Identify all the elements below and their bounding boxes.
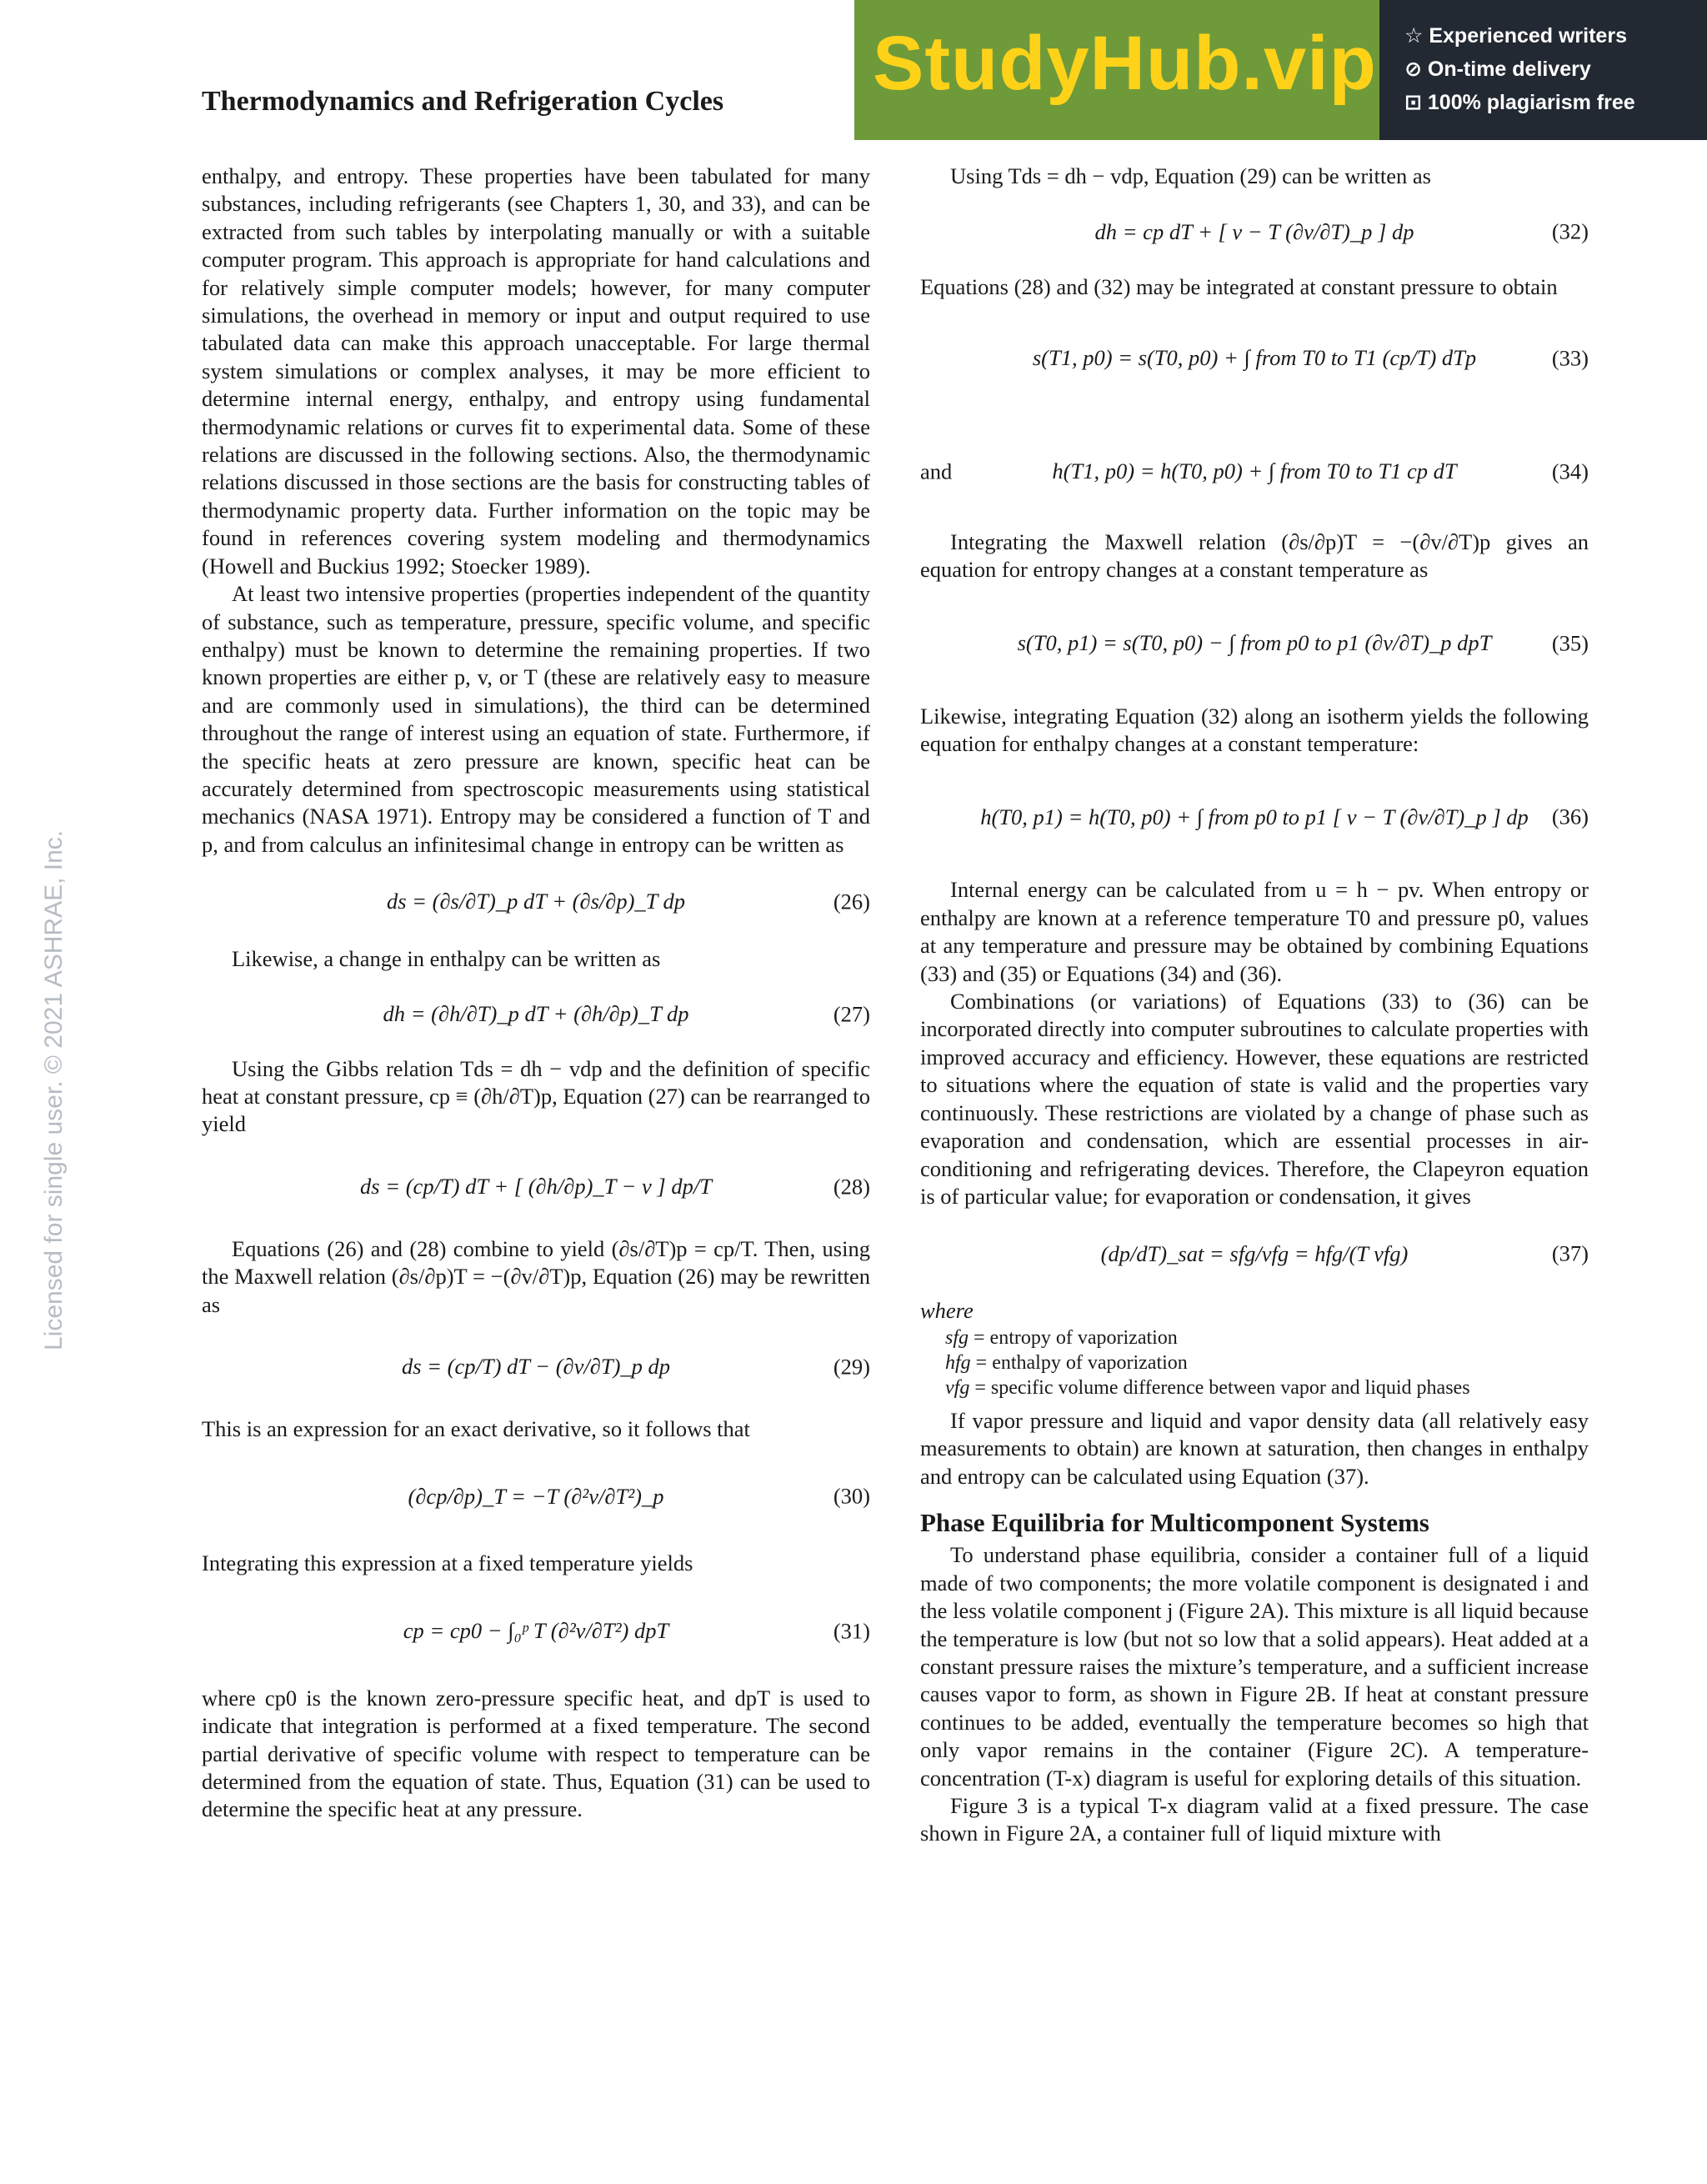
where-label: where <box>920 1298 974 1324</box>
running-header-title: Thermodynamics and Refrigeration Cycles <box>202 86 724 117</box>
equation-30 <box>202 1443 870 1550</box>
paragraph: This is an expression for an exact derivative, so it follows that <box>202 1416 750 1441</box>
paragraph: Figure 3 is a typical T-x diagram valid at a fixed pressure. The case shown in Figure 2A, a container full of liquid mixture with <box>920 1793 1589 1846</box>
section-heading: Phase Equilibria for Multicomponent Systems <box>920 1507 1429 1537</box>
equation-31 <box>202 1578 870 1685</box>
symbol: hfg <box>945 1351 971 1374</box>
equation-body: h(T1, p0) = h(T0, p0) + ∫ from T0 to T1 cp dT <box>1052 458 1457 484</box>
paragraph: Using the Gibbs relation Tds = dh − vdp and the definition of specific heat at constant pressure, cp ≡ (∂h/∂T)p, Equation (27) can be rearranged to yield <box>202 1055 870 1137</box>
equation-body: ds = (cp/T) dT + [ (∂h/∂p)_T − v ] dp/T <box>360 1174 712 1200</box>
symbol: vfg <box>945 1376 970 1399</box>
equation-number: (30) <box>833 1483 870 1509</box>
symbol-definition <box>920 1375 1589 1400</box>
equation-26 <box>202 859 870 945</box>
paragraph: Integrating this expression at a fixed temperature yields <box>202 1550 693 1576</box>
banner-feature-plagiarism: ⊡ 100% plagiarism free <box>1404 91 1635 114</box>
equation-body: ds = (∂s/∂T)_p dT + (∂s/∂p)_T dp <box>386 889 686 914</box>
equation-29 <box>202 1319 870 1415</box>
equation-27 <box>202 974 870 1055</box>
paragraph: Likewise, a change in enthalpy can be written as <box>232 946 661 972</box>
symbol-definition <box>920 1325 1589 1350</box>
and-label: and <box>920 458 953 484</box>
symbol-definition <box>920 1350 1589 1375</box>
paragraph: To understand phase equilibria, consider a container full of a liquid made of two components; the more volatile component is designated i and the less volatile component j (Figure 2A). This mixture is all liquid because the temperature is low (but not so low that a solid appears). Heat added at a constant pressure raises the mixture’s temperature, and a sufficient increase causes vapor to form, as shown in Figure 2B. If heat at constant pressure continues to be added, eventually the temperature becomes so high that only vapor remains in the container (Figure 2C). A temperature-concentration (T-x) diagram is useful for exploring details of this situation. <box>920 1542 1589 1791</box>
paragraph: Combinations (or variations) of Equations (33) to (36) can be incorporated directly into computer subroutines to calculate properties with improved accuracy and efficiency. However, these equations are restricted to situations where the equation of state is valid and the properties vary continuously. These restrictions are violated by a change of phase such as evaporation and condensation, which are essential processes in air-conditioning and refrigerating devices. Therefore, the Clapeyron equation is of particular value; for evaporation or condensation, it gives <box>920 989 1589 1209</box>
equation-body: s(T0, p1) = s(T0, p0) − ∫ from p0 to p1 (∂v/∂T)_p dpT <box>1017 629 1492 655</box>
equation-32 <box>920 190 1589 273</box>
equation-number: (35) <box>1551 629 1589 655</box>
equation-number: (34) <box>1551 458 1589 484</box>
equation-number: (37) <box>1551 1240 1589 1266</box>
right-column <box>920 163 1589 1848</box>
equation-body: s(T1, p0) = s(T0, p0) + ∫ from T0 to T1 (cp/T) dTp <box>1032 345 1477 371</box>
equation-number: (27) <box>833 1000 870 1026</box>
paragraph: enthalpy, and entropy. These properties have been tabulated for many substances, including refrigerants (see Chapters 1, 30, and 33), and can be extracted from such tables by interpolating manually or with a suitable computer program. This approach is appropriate for hand calculations and for relatively simple computer models; however, for many computer simulations, the overhead in memory or input and output required to use tabulated data can make this approach unacceptable. For large thermal system simulations or complex analyses, it may be more efficient to determine internal energy, enthalpy, and entropy using fundamental thermodynamic relations or curves fit to experimental data. Some of these relations are discussed in the following sections. Also, the thermodynamic relations discussed in those sections are the basis for constructing tables of thermodynamic property data. Further information on the topic may be found in references covering system modeling and thermodynamics (Howell and Buckius 1992; Stoecker 1989). <box>202 163 870 579</box>
equation-number: (29) <box>833 1354 870 1380</box>
paragraph: Integrating the Maxwell relation (∂s/∂p)T = −(∂v/∂T)p gives an equation for entropy changes at a constant temperature as <box>920 528 1589 583</box>
paragraph: Equations (28) and (32) may be integrated at constant pressure to obtain <box>920 274 1558 300</box>
equation-number: (36) <box>1551 804 1589 829</box>
equation-body: dh = cp dT + [ v − T (∂v/∂T)_p ] dp <box>1094 218 1414 244</box>
equation-body: ds = (cp/T) dT − (∂v/∂T)_p dp <box>401 1354 671 1380</box>
ad-banner[interactable] <box>854 0 1707 140</box>
paragraph: At least two intensive properties (properties independent of the quantity of substance, such as temperature, pressure, specific volume, and specific enthalpy) must be known to determine the remaining properties. If two known properties are either p, v, or T (these are relatively easy to measure and are commonly used in simulations), the third can be determined throughout the range of interest using an equation of state. Furthermore, if the specific heats at zero pressure are known, specific heat can be accurately determined from spectroscopic measurements using statistical mechanics (NASA 1971). Entropy may be considered a function of T and p, and from calculus an infinitesimal change in entropy can be written as <box>202 581 870 857</box>
paragraph: If vapor pressure and liquid and vapor density data (all relatively easy measurements to obtain) are known at saturation, then changes in enthalpy and entropy can be calculated using Equation (37). <box>920 1407 1589 1489</box>
equation-body: (∂cp/∂p)_T = −T (∂²v/∂T²)_p <box>408 1483 664 1509</box>
equation-number: (31) <box>833 1618 870 1644</box>
equation-body: h(T0, p1) = h(T0, p0) + ∫ from p0 to p1 [ v − T (∂v/∂T)_p ] dp <box>980 804 1529 829</box>
definition: = enthalpy of vaporization <box>970 1351 1188 1374</box>
equation-33 <box>920 302 1589 415</box>
paragraph: where cp0 is the known zero-pressure specific heat, and dpT is used to indicate that integration is performed at a fixed temperature. The second partial derivative of specific volume with respect to temperature can be determined from the equation of state. Thus, Equation (31) can be used to determine the specific heat at any pressure. <box>202 1685 870 1822</box>
paragraph: Internal energy can be calculated from u = h − pv. When entropy or enthalpy are known at a reference temperature T0 and pressure p0, values at any temperature and pressure may be obtained by combining Equations (33) and (35) or Equations (34) and (36). <box>920 877 1589 986</box>
equation-34 <box>920 415 1589 528</box>
equation-number: (32) <box>1551 218 1589 244</box>
definition: = entropy of vaporization <box>969 1326 1178 1349</box>
equation-number: (33) <box>1551 345 1589 371</box>
paragraph: Equations (26) and (28) combine to yield (∂s/∂T)p = cp/T. Then, using the Maxwell relation (∂s/∂p)T = −(∂v/∂T)p, Equation (26) may be rewritten as <box>202 1235 870 1317</box>
equation-body: cp = cp0 − ∫₀ᵖ T (∂²v/∂T²) dpT <box>403 1618 669 1644</box>
equation-28 <box>202 1139 870 1235</box>
equation-body: (dp/dT)_sat = sfg/vfg = hfg/(T vfg) <box>1100 1240 1409 1266</box>
equation-35 <box>920 584 1589 703</box>
banner-feature-delivery: ⊘ On-time delivery <box>1404 58 1591 81</box>
banner-feature-writers: ☆ Experienced writers <box>1404 24 1627 48</box>
equation-number: (26) <box>833 889 870 914</box>
symbol: sfg <box>945 1326 969 1349</box>
equation-number: (28) <box>833 1174 870 1200</box>
equation-body: dh = (∂h/∂T)_p dT + (∂h/∂p)_T dp <box>383 1000 689 1026</box>
banner-logo: StudyHub.vip <box>873 21 1377 106</box>
paragraph: Using Tds = dh − vdp, Equation (29) can be written as <box>950 163 1431 188</box>
equation-37 <box>920 1210 1589 1297</box>
banner-feature-list <box>1379 0 1707 140</box>
definition: = specific volume difference between vapor and liquid phases <box>969 1376 1470 1399</box>
left-column <box>202 163 870 1824</box>
license-watermark: Licensed for single user. © 2021 ASHRAE, Inc. <box>40 829 68 1350</box>
paragraph: Likewise, integrating Equation (32) along an isotherm yields the following equation for enthalpy changes at a constant temperature: <box>920 703 1589 757</box>
equation-36 <box>920 758 1589 876</box>
